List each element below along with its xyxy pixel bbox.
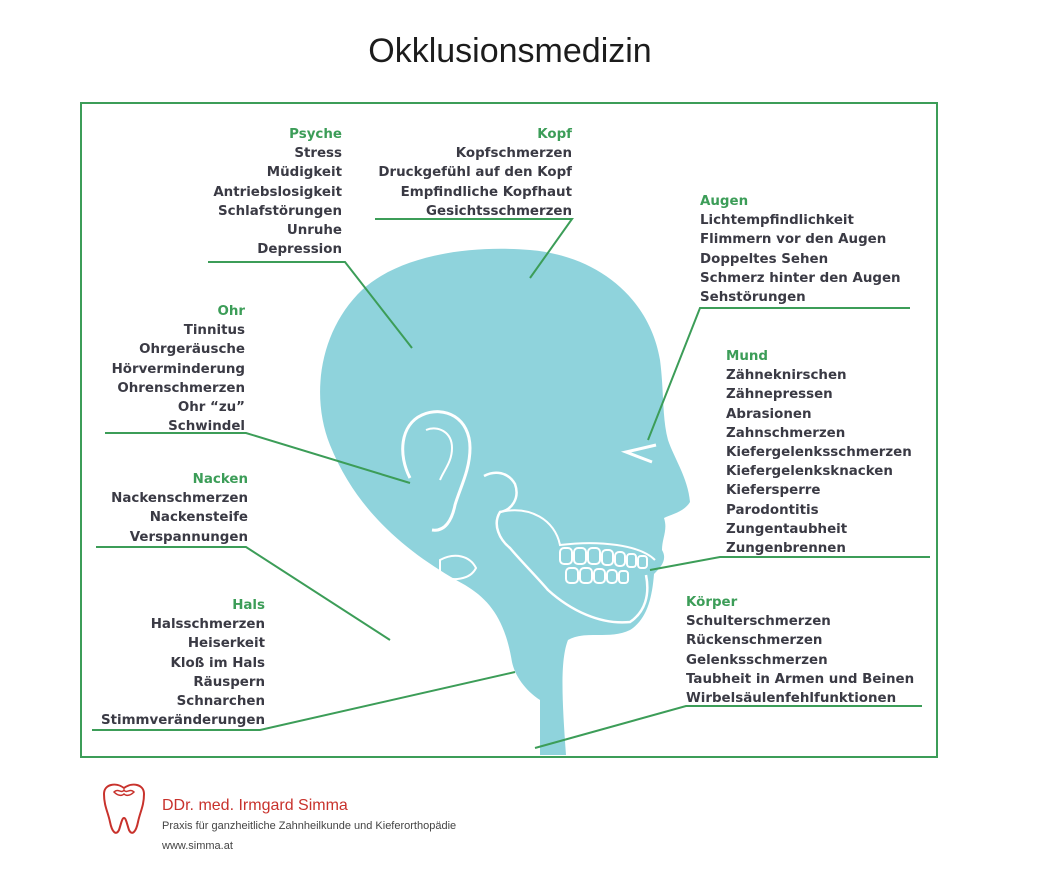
group-hals	[101, 596, 265, 730]
connector-koerper	[535, 706, 922, 748]
group-heading-koerper: Körper	[686, 595, 738, 610]
group-kopf	[378, 125, 572, 221]
symptom-item: Taubheit in Armen und Beinen	[686, 671, 915, 687]
group-heading-kopf: Kopf	[537, 127, 572, 142]
page-title: Okklusionsmedizin	[368, 32, 652, 70]
symptom-item: Nackensteife	[149, 510, 248, 526]
symptom-item: Schmerz hinter den Augen	[700, 270, 901, 286]
symptom-item: Zungentaubheit	[726, 521, 848, 537]
group-mund	[726, 347, 912, 558]
head-silhouette	[320, 249, 690, 755]
symptom-item: Kiefergelenksknacken	[726, 464, 893, 480]
tooth-logo-icon	[96, 780, 152, 840]
symptom-item: Gesichtsschmerzen	[426, 203, 572, 219]
group-heading-psyche: Psyche	[289, 127, 342, 142]
symptom-item: Müdigkeit	[266, 165, 342, 181]
symptom-item: Zähnepressen	[726, 387, 833, 403]
symptom-item: Stimmveränderungen	[100, 713, 265, 729]
symptom-item: Stress	[294, 146, 342, 162]
symptom-item: Antriebslosigkeit	[213, 184, 342, 200]
symptom-item: Unruhe	[286, 223, 342, 239]
symptom-item: Ohrgeräusche	[139, 342, 245, 358]
practice-name: DDr. med. Irmgard Simma	[162, 797, 348, 814]
group-heading-augen: Augen	[700, 194, 749, 209]
symptom-item: Kopfschmerzen	[455, 146, 572, 162]
group-heading-mund: Mund	[726, 349, 768, 364]
symptom-item: Schnarchen	[176, 694, 265, 710]
symptom-item: Zähneknirschen	[726, 368, 847, 384]
symptom-item: Tinnitus	[183, 323, 245, 339]
symptom-item: Abrasionen	[726, 406, 812, 422]
group-koerper	[686, 593, 914, 708]
symptom-item: Kiefersperre	[726, 483, 821, 499]
symptom-item: Zungenbrennen	[726, 541, 846, 557]
practice-website-link[interactable]: www.simma.at	[162, 840, 233, 852]
symptom-item: Flimmern vor den Augen	[700, 232, 887, 248]
group-heading-ohr: Ohr	[217, 304, 245, 319]
symptom-item: Sehstörungen	[700, 290, 806, 306]
symptom-item: Wirbelsäulenfehlfunktionen	[686, 691, 897, 707]
symptom-item: Lichtempfindlichkeit	[700, 213, 854, 229]
symptom-item: Zahnschmerzen	[726, 425, 846, 441]
symptom-item: Heiserkeit	[187, 636, 265, 652]
symptom-item: Kloß im Hals	[170, 655, 265, 671]
symptom-item: Depression	[257, 242, 342, 258]
symptom-item: Gelenksschmerzen	[686, 652, 828, 668]
group-heading-hals: Hals	[232, 598, 265, 613]
symptom-item: Räuspern	[193, 674, 265, 690]
symptom-item: Kiefergelenksschmerzen	[726, 445, 912, 461]
connector-mund	[650, 557, 930, 570]
group-augen	[700, 192, 901, 307]
symptom-item: Schwindel	[168, 419, 245, 435]
practice-subtitle: Praxis für ganzheitliche Zahnheilkunde und Kieferorthopädie	[162, 820, 457, 832]
symptom-item: Ohrenschmerzen	[117, 380, 245, 396]
symptom-item: Rückenschmerzen	[686, 633, 823, 649]
symptom-item: Parodontitis	[726, 502, 819, 518]
symptom-item: Verspannungen	[129, 529, 248, 545]
symptom-item: Hörverminderung	[111, 361, 245, 377]
group-nacken	[111, 470, 248, 547]
symptom-item: Ohr “zu”	[177, 400, 245, 416]
symptom-item: Schulterschmerzen	[686, 614, 831, 630]
symptom-item: Nackenschmerzen	[111, 491, 248, 507]
symptom-item: Empfindliche Kopfhaut	[400, 184, 572, 200]
symptom-item: Doppeltes Sehen	[700, 251, 829, 267]
symptom-item: Schlafstörungen	[217, 203, 342, 219]
group-heading-nacken: Nacken	[192, 472, 248, 487]
group-psyche	[213, 125, 342, 259]
symptom-item: Druckgefühl auf den Kopf	[378, 165, 572, 181]
symptom-item: Halsschmerzen	[150, 617, 265, 633]
group-ohr	[112, 302, 245, 436]
